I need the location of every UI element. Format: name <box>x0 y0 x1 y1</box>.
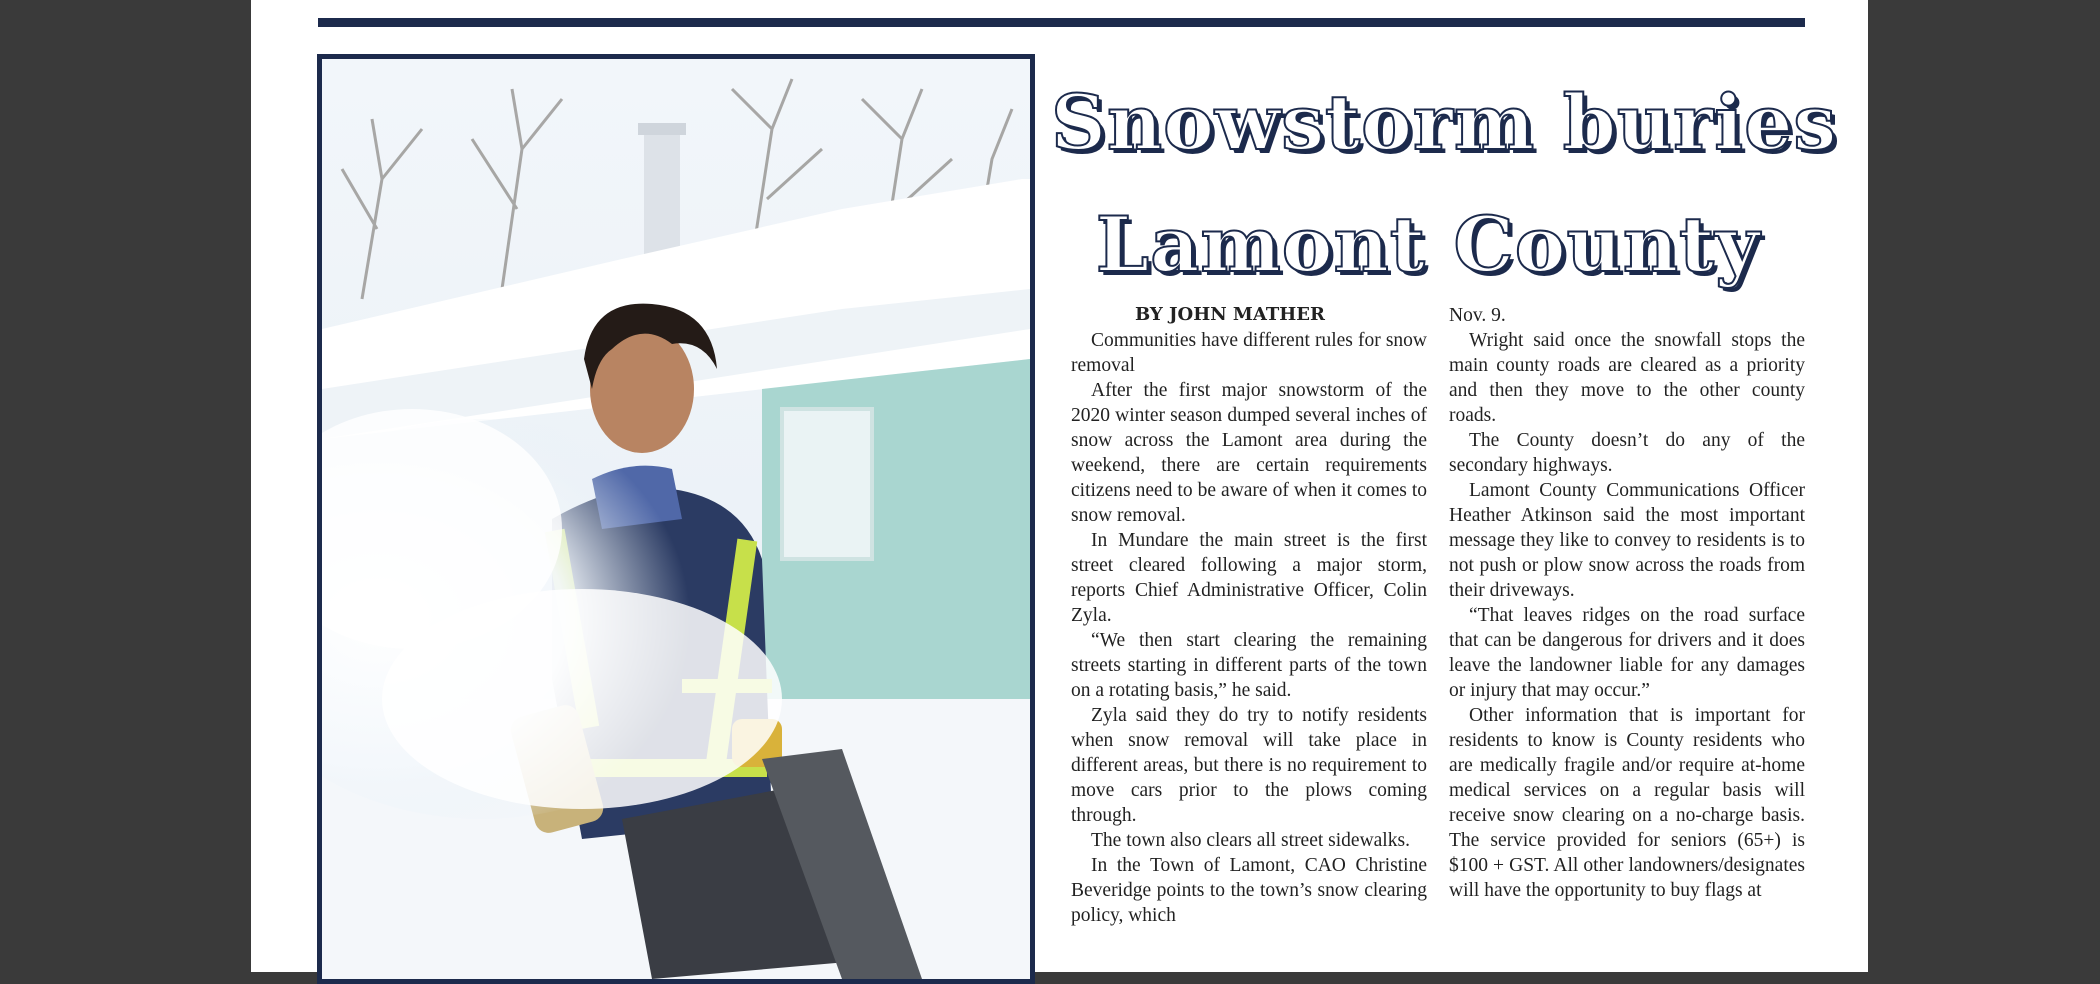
paragraph: After the first major snowstorm of the 2020 winter season dumped several inches of snow across the Lamont area during the weekend, there are certain requirements citizens need to be aware of when it comes to snow removal. <box>1071 380 1427 526</box>
article-column-2 <box>1449 303 1805 972</box>
paragraph: In Mundare the main street is the first street cleared following a major storm, reports Chief Administrative Officer, Colin Zyla. <box>1071 530 1427 626</box>
paragraph: The town also clears all street sidewalks. <box>1091 830 1410 851</box>
paragraph: Nov. 9. <box>1449 305 1506 326</box>
headline-line-1: Snowstorm buries <box>1051 78 1838 167</box>
paragraph: “We then start clearing the remaining streets starting in different parts of the town on a rotating basis,” he said. <box>1071 630 1427 701</box>
paragraph: The County doesn’t do any of the secondary highways. <box>1449 430 1805 476</box>
paragraph: “That leaves ridges on the road surface that can be dangerous for drivers and it does leave the landowner liable for any damages or injury that may occur.” <box>1449 605 1805 701</box>
photo-snowblower-icon <box>322 59 1030 979</box>
headline <box>1051 62 1838 306</box>
news-photo <box>317 54 1035 984</box>
paragraph: In the Town of Lamont, CAO Christine Beveridge points to the town’s snow clearing policy, which <box>1071 855 1427 926</box>
headline-line-2: Lamont County <box>1095 200 1761 289</box>
top-rule <box>318 18 1805 27</box>
paragraph: Wright said once the snowfall stops the main county roads are cleared as a priority and then they move to the other county roads. <box>1449 330 1805 426</box>
article-column-1 <box>1071 328 1427 972</box>
paragraph: Communities have different rules for snow removal <box>1071 330 1427 376</box>
paragraph: Other information that is important for residents to know is County residents who are medically fragile and/or require at-home medical services on a regular basis will receive snow clearing on a no-charge basis. The service provided for seniors (65+) is $100 + GST. All other landowners/designates will have the opportunity to buy flags at <box>1449 705 1805 901</box>
paragraph: Zyla said they do try to notify residents when snow removal will take place in different areas, but there is no requirement to move cars prior to the plows coming through. <box>1071 705 1427 826</box>
byline: BY JOHN MATHER <box>1135 304 1325 325</box>
paragraph: Lamont County Communications Officer Heather Atkinson said the most important message they like to convey to residents is to not push or plow snow across the roads from their driveways. <box>1449 480 1805 601</box>
